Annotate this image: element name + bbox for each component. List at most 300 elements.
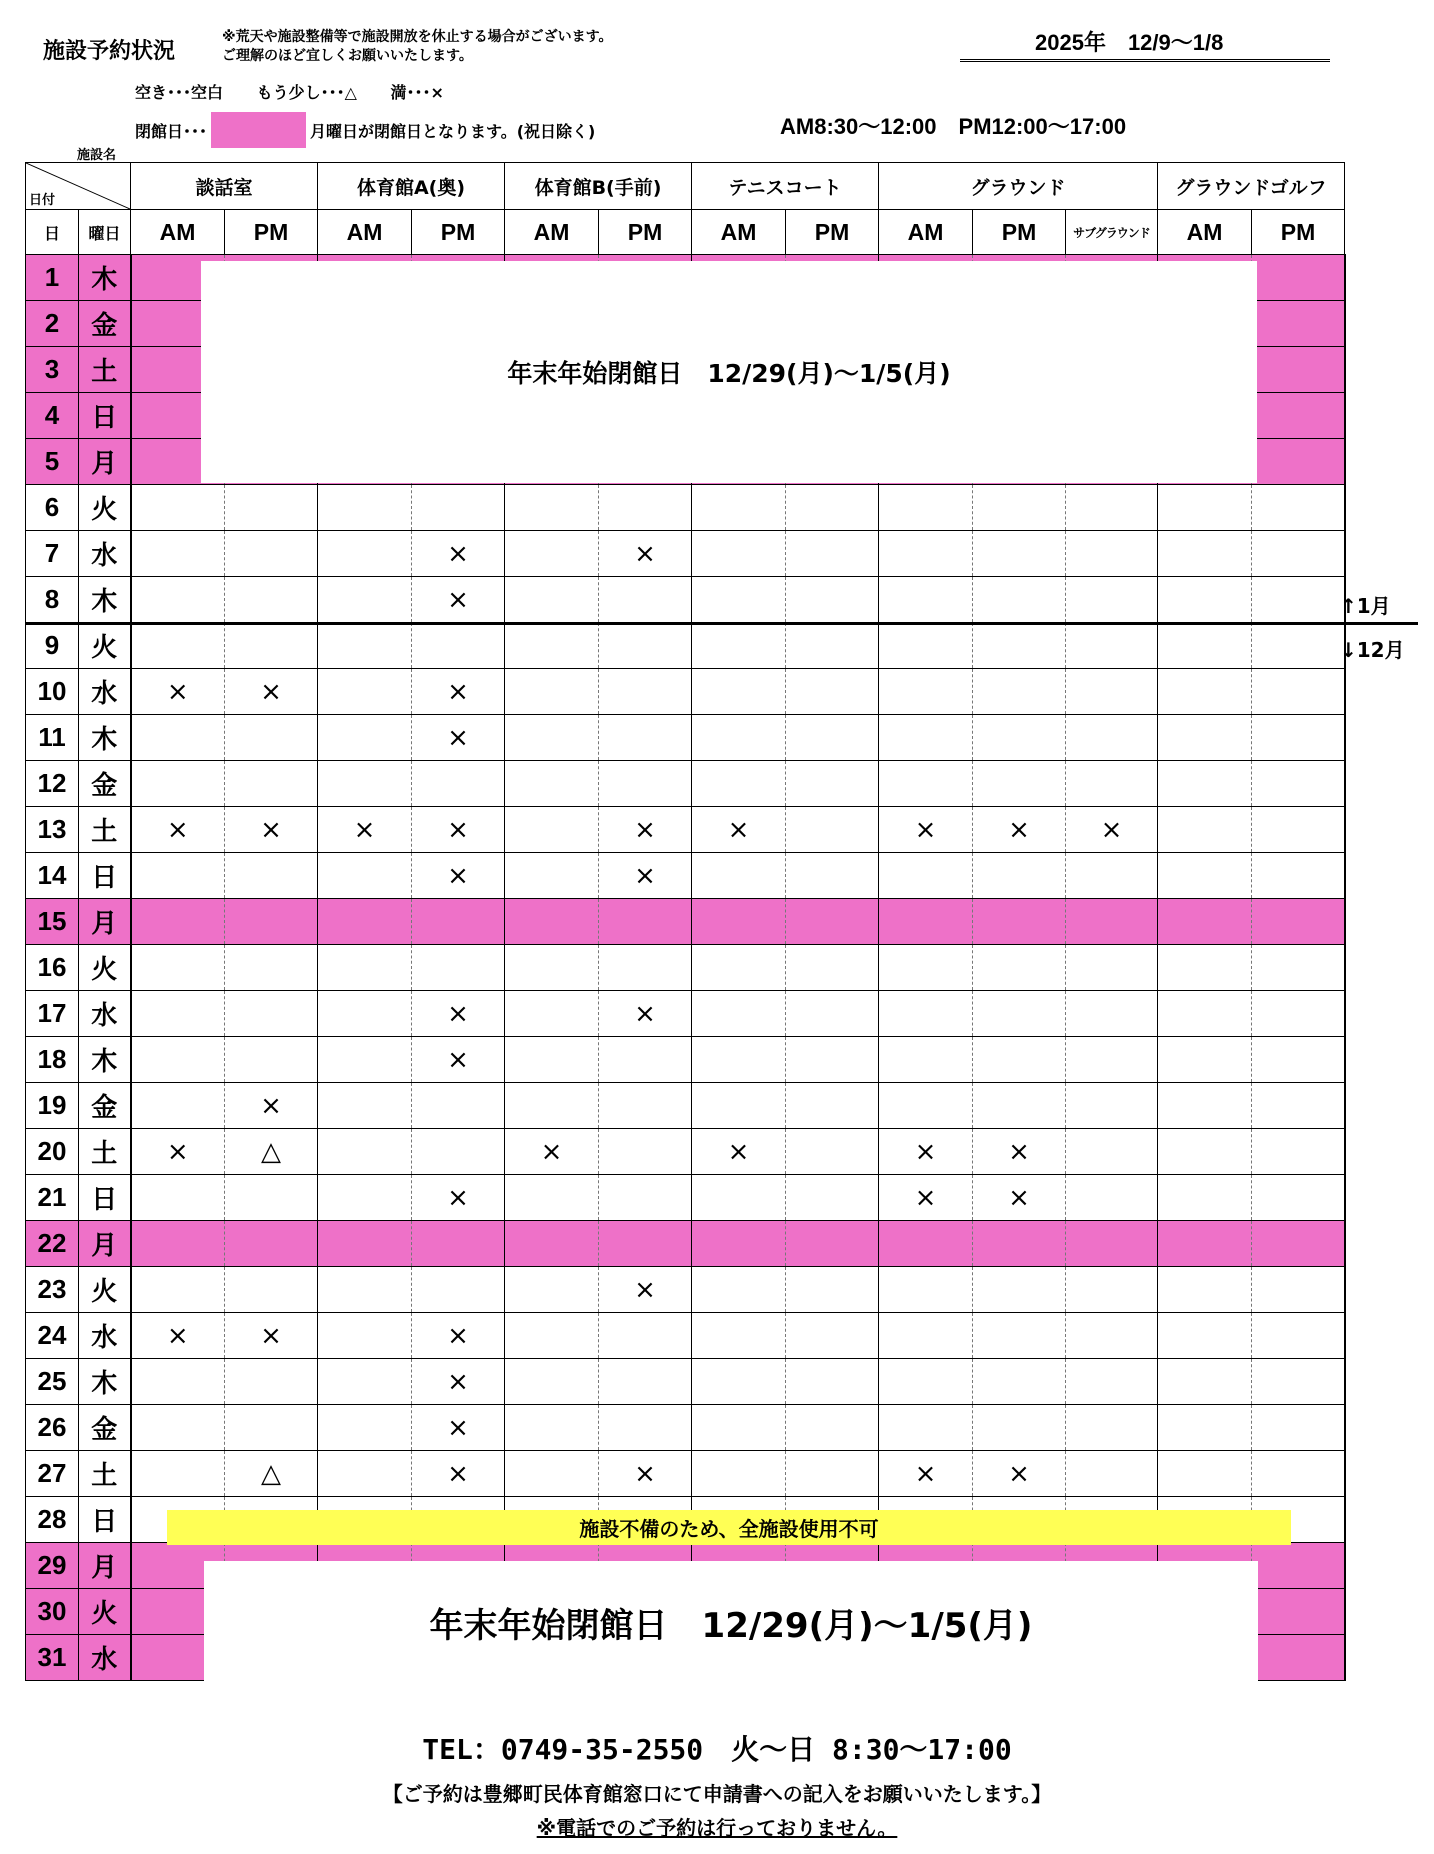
status-cell (1158, 1175, 1252, 1221)
status-cell (505, 577, 599, 623)
status-cell (225, 715, 318, 761)
day-number: 30 (26, 1589, 79, 1635)
table-row (26, 669, 1345, 715)
status-cell (318, 945, 412, 991)
status-cell (318, 1313, 412, 1359)
day-number: 27 (26, 1451, 79, 1497)
session-header: サブグラウンド (1066, 210, 1158, 255)
weekday: 月 (79, 1543, 131, 1589)
day-number: 13 (26, 807, 79, 853)
status-cell (692, 761, 786, 807)
status-cell (1252, 623, 1345, 669)
status-cell (131, 1175, 225, 1221)
status-cell (599, 1313, 692, 1359)
session-header: PM (1252, 210, 1345, 255)
status-cell (1066, 1221, 1158, 1267)
status-cell (225, 1267, 318, 1313)
status-cell (879, 623, 973, 669)
table-row (26, 1037, 1345, 1083)
status-cell (1252, 1451, 1345, 1497)
day-number: 15 (26, 899, 79, 945)
status-cell (505, 1083, 599, 1129)
status-cell (1252, 1175, 1345, 1221)
table-row (26, 1313, 1345, 1359)
status-cell (131, 761, 225, 807)
status-cell (225, 577, 318, 623)
holiday-closure-banner-bottom: 年末年始閉館日 12/29(月)～1/5(月) (204, 1561, 1258, 1683)
status-cell (318, 1129, 412, 1175)
status-cell (599, 1175, 692, 1221)
weekday: 月 (79, 1221, 131, 1267)
legend-full: 満･･･× (390, 83, 444, 102)
status-cell: × (412, 1451, 505, 1497)
status-cell: × (879, 1451, 973, 1497)
status-cell (786, 899, 879, 945)
status-cell (1158, 531, 1252, 577)
day-number: 21 (26, 1175, 79, 1221)
status-cell (1158, 577, 1252, 623)
day-number: 4 (26, 393, 79, 439)
status-cell (973, 715, 1066, 761)
status-cell (318, 899, 412, 945)
status-cell (1158, 1083, 1252, 1129)
status-cell (692, 1037, 786, 1083)
weekday: 土 (79, 1129, 131, 1175)
status-cell (225, 531, 318, 577)
weekday: 月 (79, 439, 131, 485)
status-cell (973, 899, 1066, 945)
status-cell: × (318, 807, 412, 853)
status-cell (505, 1175, 599, 1221)
facility-ground: グラウンド (879, 163, 1158, 210)
session-header: AM (692, 210, 786, 255)
table-row (26, 807, 1345, 853)
status-cell (599, 485, 692, 531)
status-cell: × (412, 853, 505, 899)
status-cell (786, 1405, 879, 1451)
status-cell (225, 991, 318, 1037)
status-cell: × (973, 1451, 1066, 1497)
status-cell (505, 991, 599, 1037)
status-cell: × (412, 1405, 505, 1451)
status-cell (412, 1083, 505, 1129)
status-cell (1158, 991, 1252, 1037)
table-row (26, 1129, 1345, 1175)
status-cell (1066, 1083, 1158, 1129)
status-cell: × (973, 1175, 1066, 1221)
status-cell (1252, 393, 1345, 439)
status-cell (973, 853, 1066, 899)
status-cell (1158, 715, 1252, 761)
status-cell (505, 1221, 599, 1267)
weekday-header: 曜日 (79, 210, 131, 255)
status-cell (1158, 899, 1252, 945)
status-cell: × (599, 807, 692, 853)
status-cell (692, 991, 786, 1037)
status-cell (973, 991, 1066, 1037)
status-cell: × (879, 1175, 973, 1221)
status-cell (131, 577, 225, 623)
status-cell (786, 1083, 879, 1129)
weekday: 日 (79, 393, 131, 439)
day-number: 9 (26, 623, 79, 669)
status-cell (1066, 1405, 1158, 1451)
status-cell (786, 807, 879, 853)
status-cell (1252, 1589, 1345, 1635)
status-cell (1252, 439, 1345, 485)
status-cell (318, 761, 412, 807)
status-cell (1066, 531, 1158, 577)
status-cell (131, 1405, 225, 1451)
status-cell (786, 1267, 879, 1313)
status-cell (786, 1451, 879, 1497)
status-cell (599, 1221, 692, 1267)
status-cell (973, 1221, 1066, 1267)
status-cell (1252, 1313, 1345, 1359)
status-cell (786, 945, 879, 991)
status-cell (412, 899, 505, 945)
status-cell (786, 1359, 879, 1405)
status-cell: × (131, 1129, 225, 1175)
status-cell: × (1066, 807, 1158, 853)
table-row (26, 1221, 1345, 1267)
status-cell (505, 899, 599, 945)
day-number: 6 (26, 485, 79, 531)
status-cell (973, 531, 1066, 577)
weekday: 木 (79, 715, 131, 761)
weekday: 金 (79, 301, 131, 347)
status-cell (1158, 1037, 1252, 1083)
status-cell (1252, 1037, 1345, 1083)
status-cell (225, 1037, 318, 1083)
status-cell (1066, 1359, 1158, 1405)
status-cell (318, 1359, 412, 1405)
status-cell (1066, 1313, 1158, 1359)
status-cell (786, 1037, 879, 1083)
status-cell (1252, 853, 1345, 899)
status-cell (1252, 1635, 1345, 1681)
status-cell (1252, 1405, 1345, 1451)
status-cell (973, 1313, 1066, 1359)
status-cell (879, 715, 973, 761)
status-cell (692, 853, 786, 899)
status-cell (1066, 991, 1158, 1037)
status-cell: × (412, 991, 505, 1037)
status-cell (973, 623, 1066, 669)
status-cell (692, 1175, 786, 1221)
status-cell (1252, 301, 1345, 347)
status-cell: × (599, 991, 692, 1037)
weekday: 日 (79, 1175, 131, 1221)
status-cell (1066, 669, 1158, 715)
status-cell (225, 1359, 318, 1405)
weekday: 土 (79, 807, 131, 853)
status-cell (1252, 1083, 1345, 1129)
page-title: 施設予約状況 (43, 39, 176, 64)
status-cell: × (225, 1313, 318, 1359)
session-header: AM (879, 210, 973, 255)
status-cell (318, 853, 412, 899)
status-cell (973, 1037, 1066, 1083)
status-cell (599, 1359, 692, 1405)
status-cell (318, 577, 412, 623)
status-cell (505, 1313, 599, 1359)
table-row (26, 577, 1345, 623)
status-cell (1252, 531, 1345, 577)
status-cell (973, 1405, 1066, 1451)
status-cell (599, 577, 692, 623)
status-cell: × (412, 807, 505, 853)
status-cell (786, 761, 879, 807)
holiday-closure-banner-top: 年末年始閉館日 12/29(月)～1/5(月) (201, 261, 1257, 483)
status-cell: × (879, 807, 973, 853)
status-cell (1158, 1313, 1252, 1359)
status-cell (412, 1129, 505, 1175)
status-cell (692, 669, 786, 715)
status-cell (1252, 577, 1345, 623)
status-cell (131, 1221, 225, 1267)
status-cell: × (225, 807, 318, 853)
status-cell (318, 1221, 412, 1267)
status-cell (973, 761, 1066, 807)
legend-symbols (135, 80, 472, 103)
status-cell (1158, 807, 1252, 853)
status-cell (1252, 1129, 1345, 1175)
status-cell: × (412, 715, 505, 761)
status-cell (505, 1359, 599, 1405)
status-cell (879, 1083, 973, 1129)
day-number: 1 (26, 255, 79, 301)
weekday: 土 (79, 347, 131, 393)
status-cell (1158, 1359, 1252, 1405)
day-number: 20 (26, 1129, 79, 1175)
weekday: 木 (79, 1037, 131, 1083)
status-cell (1252, 1221, 1345, 1267)
status-cell (318, 1175, 412, 1221)
status-cell: × (225, 669, 318, 715)
status-cell (879, 577, 973, 623)
status-cell (412, 945, 505, 991)
facility-gym-b: 体育館B(手前) (505, 163, 692, 210)
status-cell (599, 1083, 692, 1129)
status-cell: × (131, 669, 225, 715)
status-cell (225, 485, 318, 531)
status-cell (1158, 945, 1252, 991)
status-cell: × (973, 1129, 1066, 1175)
status-cell (1252, 899, 1345, 945)
day-number: 26 (26, 1405, 79, 1451)
status-cell (692, 1405, 786, 1451)
status-cell (1158, 669, 1252, 715)
status-cell (1252, 945, 1345, 991)
status-cell (692, 899, 786, 945)
status-cell (692, 623, 786, 669)
table-row (26, 991, 1345, 1037)
table-row (26, 623, 1345, 669)
weekday: 水 (79, 1635, 131, 1681)
status-cell (786, 1221, 879, 1267)
status-cell (318, 1083, 412, 1129)
unavailable-banner: 施設不備のため、全施設使用不可 (167, 1510, 1291, 1545)
status-cell: × (412, 1359, 505, 1405)
day-number: 7 (26, 531, 79, 577)
status-cell (412, 623, 505, 669)
session-header: PM (599, 210, 692, 255)
status-cell (505, 807, 599, 853)
status-cell: × (599, 531, 692, 577)
day-number: 10 (26, 669, 79, 715)
day-number: 11 (26, 715, 79, 761)
status-cell: × (599, 853, 692, 899)
status-cell (412, 1267, 505, 1313)
status-cell (599, 761, 692, 807)
weekday: 月 (79, 899, 131, 945)
status-cell: × (412, 669, 505, 715)
status-cell (1252, 485, 1345, 531)
status-cell (131, 853, 225, 899)
status-cell (692, 1221, 786, 1267)
side-label-december: ↓12月 (1340, 638, 1405, 662)
notice-line-1: ※荒天や施設整備等で施設開放を休止する場合がございます。 (222, 29, 613, 45)
side-label-january: ↑1月 (1340, 594, 1391, 618)
table-row (26, 899, 1345, 945)
status-cell (1066, 1037, 1158, 1083)
weekday: 木 (79, 577, 131, 623)
status-cell (692, 1083, 786, 1129)
status-cell (131, 991, 225, 1037)
status-cell (412, 761, 505, 807)
status-cell (1066, 1175, 1158, 1221)
weekday: 水 (79, 991, 131, 1037)
weekday: 木 (79, 1359, 131, 1405)
status-cell: × (505, 1129, 599, 1175)
status-cell (599, 1405, 692, 1451)
status-cell (973, 945, 1066, 991)
status-cell (879, 1405, 973, 1451)
legend-closed-label: 閉館日･･･ (135, 121, 208, 141)
status-cell (1066, 1129, 1158, 1175)
status-cell (879, 531, 973, 577)
facility-name-label: 施設名 (77, 148, 117, 163)
status-cell (973, 1359, 1066, 1405)
weekday: 日 (79, 853, 131, 899)
status-cell (505, 761, 599, 807)
status-cell: × (412, 1175, 505, 1221)
status-cell (692, 1313, 786, 1359)
table-row (26, 485, 1345, 531)
status-cell (318, 531, 412, 577)
status-cell (786, 1313, 879, 1359)
status-cell (318, 1451, 412, 1497)
status-cell (1066, 577, 1158, 623)
status-cell (318, 715, 412, 761)
status-cell (505, 1267, 599, 1313)
status-cell (786, 531, 879, 577)
status-cell (879, 853, 973, 899)
status-cell (505, 1405, 599, 1451)
table-row (26, 945, 1345, 991)
status-cell (879, 669, 973, 715)
status-cell (131, 1359, 225, 1405)
status-cell (599, 1129, 692, 1175)
status-cell (318, 1267, 412, 1313)
weekday: 火 (79, 945, 131, 991)
footer-phone-note: ※電話でのご予約は行っておりません。 (536, 1816, 898, 1840)
status-cell (505, 623, 599, 669)
table-row (26, 715, 1345, 761)
status-cell (1066, 1451, 1158, 1497)
status-cell (1158, 761, 1252, 807)
status-cell: × (692, 1129, 786, 1175)
status-cell (599, 669, 692, 715)
session-header: PM (225, 210, 318, 255)
status-cell: △ (225, 1129, 318, 1175)
status-cell (973, 485, 1066, 531)
facility-gym-a: 体育館A(奥) (318, 163, 505, 210)
status-cell (505, 531, 599, 577)
corner-header (26, 163, 131, 210)
status-cell (1252, 1543, 1345, 1589)
table-row (26, 1359, 1345, 1405)
status-cell (1158, 623, 1252, 669)
facility-danwashitsu: 談話室 (131, 163, 318, 210)
status-cell (599, 623, 692, 669)
table-row (26, 531, 1345, 577)
status-cell (1158, 1405, 1252, 1451)
status-cell (318, 623, 412, 669)
day-number: 17 (26, 991, 79, 1037)
period: 2025年 12/9～1/8 (960, 26, 1330, 62)
status-cell (1066, 715, 1158, 761)
status-cell (131, 485, 225, 531)
status-cell (1252, 807, 1345, 853)
weekday: 水 (79, 669, 131, 715)
status-cell (131, 531, 225, 577)
legend-closed-note: 月曜日が閉館日となります。(祝日除く) (310, 121, 596, 141)
table-row (26, 1405, 1345, 1451)
status-cell (412, 1221, 505, 1267)
status-cell (786, 623, 879, 669)
table-row (26, 1451, 1345, 1497)
facility-tennis-court: テニスコート (692, 163, 879, 210)
day-number: 23 (26, 1267, 79, 1313)
weekday: 水 (79, 1313, 131, 1359)
status-cell (1158, 1267, 1252, 1313)
weekday: 火 (79, 623, 131, 669)
day-number: 8 (26, 577, 79, 623)
status-cell (879, 485, 973, 531)
facility-ground-golf: グラウンドゴルフ (1158, 163, 1345, 210)
session-header: PM (973, 210, 1066, 255)
day-number: 18 (26, 1037, 79, 1083)
status-cell (786, 1129, 879, 1175)
status-cell: × (412, 577, 505, 623)
status-cell (879, 1313, 973, 1359)
status-cell (879, 1037, 973, 1083)
status-cell (599, 945, 692, 991)
status-cell (505, 853, 599, 899)
session-header: PM (412, 210, 505, 255)
day-number: 16 (26, 945, 79, 991)
status-cell (879, 1359, 973, 1405)
status-cell (879, 761, 973, 807)
day-number: 24 (26, 1313, 79, 1359)
notice (222, 28, 613, 66)
status-cell (1158, 1451, 1252, 1497)
footer-reservation-note: 【ご予約は豊郷町民体育館窓口にて申請書への記入をお願いいたします。】 (382, 1782, 1052, 1806)
opening-hours: AM8:30～12:00 PM12:00～17:00 (780, 114, 1127, 139)
status-cell (692, 577, 786, 623)
